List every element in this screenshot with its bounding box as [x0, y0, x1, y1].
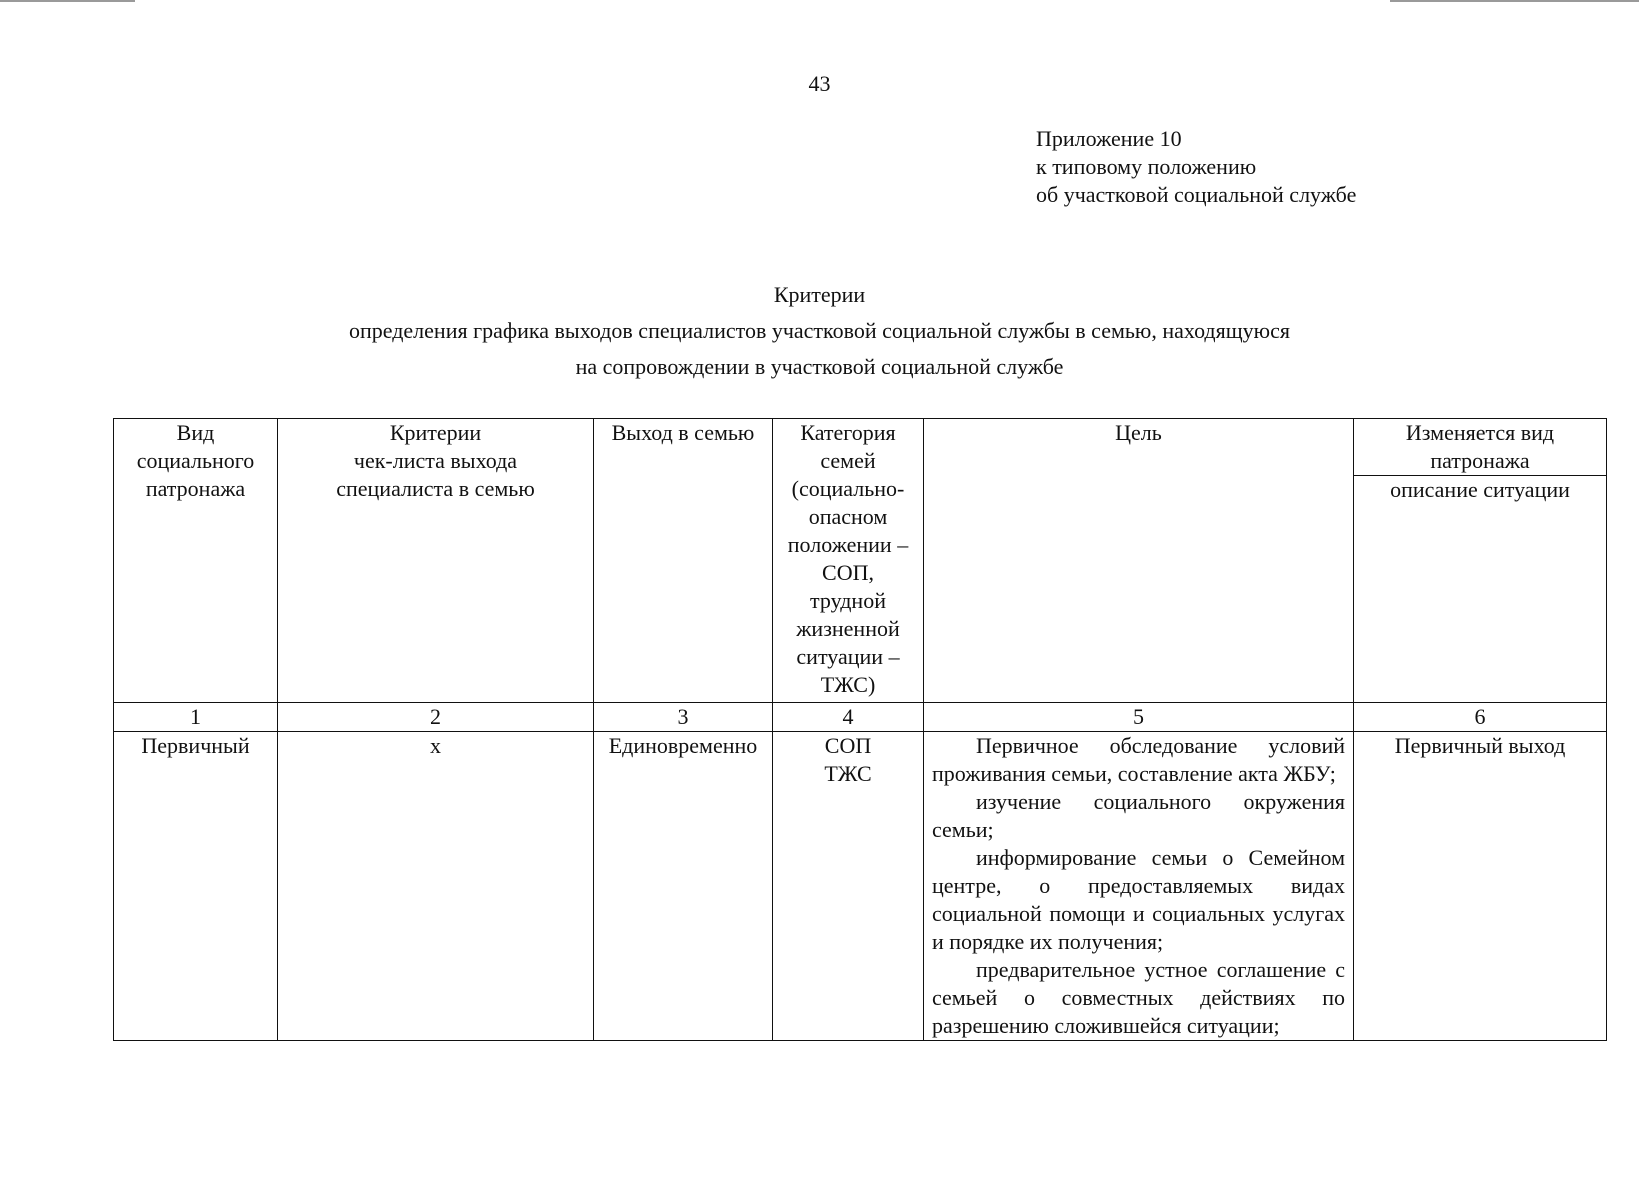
column-number-cell: 4: [773, 703, 924, 732]
header-line: семей: [820, 448, 876, 473]
header-line: специалиста в семью: [336, 476, 535, 501]
header-line: опасном: [808, 504, 888, 529]
appendix-line: Приложение 10: [1036, 126, 1182, 151]
cell-patronage-change: Первичный выход: [1354, 732, 1607, 1041]
cell-goal: [924, 732, 1354, 1041]
header-cell-goal: [924, 419, 1354, 703]
appendix-note: [1036, 125, 1436, 209]
page-number: 43: [808, 71, 831, 96]
header-cell-situation-description: [1354, 476, 1607, 703]
criteria-table: [113, 418, 1607, 1041]
column-number-cell: 5: [924, 703, 1354, 732]
category-line: СОП: [824, 733, 872, 758]
header-line: СОП,: [822, 560, 874, 585]
header-line: Изменяется вид: [1405, 420, 1555, 445]
header-line: ТЖС): [820, 672, 876, 697]
table-row: [114, 732, 1607, 1041]
header-line: патронажа: [145, 476, 246, 501]
header-row: [114, 419, 1607, 476]
header-line: ситуации –: [796, 644, 900, 669]
header-cell-family-category: [773, 419, 924, 703]
cell-family-visit: Единовременно: [594, 732, 773, 1041]
goal-paragraph: изучение социального окружения семьи;: [932, 789, 1345, 842]
header-line: жизненной: [796, 616, 900, 641]
column-number-cell: 1: [114, 703, 278, 732]
header-line: Категория: [800, 420, 896, 445]
title-line: определения графика выходов специалистов участковой социальной службы в семью, находящуюся: [348, 318, 1291, 343]
appendix-line: об участковой социальной службе: [1036, 182, 1357, 207]
header-line: (социально-: [791, 476, 905, 501]
header-cell-family-visit: [594, 419, 773, 703]
scan-edge-right: [1390, 0, 1639, 2]
header-line: Выход в семью: [611, 420, 755, 445]
scan-edge-left: [0, 0, 135, 2]
category-line: ТЖС: [824, 761, 872, 786]
header-cell-checklist-criteria: [278, 419, 594, 703]
header-line: чек-листа выхода: [353, 448, 518, 473]
cell-checklist-criteria: х: [278, 732, 594, 1041]
document-title: [0, 277, 1639, 385]
goal-paragraph: Первичное обследование условий проживания семьи, составление акта ЖБУ;: [932, 733, 1345, 786]
header-line: социального: [136, 448, 255, 473]
column-number-cell: 2: [278, 703, 594, 732]
header-cell-patronage-change: [1354, 419, 1607, 476]
goal-paragraph: информирование семьи о Семейном центре, о предоставляемых видах социальной помощи и социальных услугах и порядке их получения;: [932, 845, 1345, 954]
header-line: Вид: [176, 420, 215, 445]
header-line: положении –: [787, 532, 909, 557]
column-number-cell: 6: [1354, 703, 1607, 732]
header-line: трудной: [810, 588, 886, 613]
header-line: Критерии: [389, 420, 482, 445]
cell-patronage-type: Первичный: [114, 732, 278, 1041]
title-line: на сопровождении в участковой социальной службе: [575, 354, 1064, 379]
header-line: Цель: [1115, 420, 1162, 445]
title-line: Критерии: [773, 282, 866, 307]
column-number-cell: 3: [594, 703, 773, 732]
header-line: патронажа: [1430, 448, 1530, 473]
column-number-row: [114, 703, 1607, 732]
header-cell-patronage-type: [114, 419, 278, 703]
header-line: описание ситуации: [1390, 477, 1570, 502]
cell-family-category: [773, 732, 924, 1041]
appendix-line: к типовому положению: [1036, 154, 1257, 179]
goal-paragraph: предварительное устное соглашение с семьей о совместных действиях по разрешению сложившейся ситуации;: [932, 957, 1345, 1038]
